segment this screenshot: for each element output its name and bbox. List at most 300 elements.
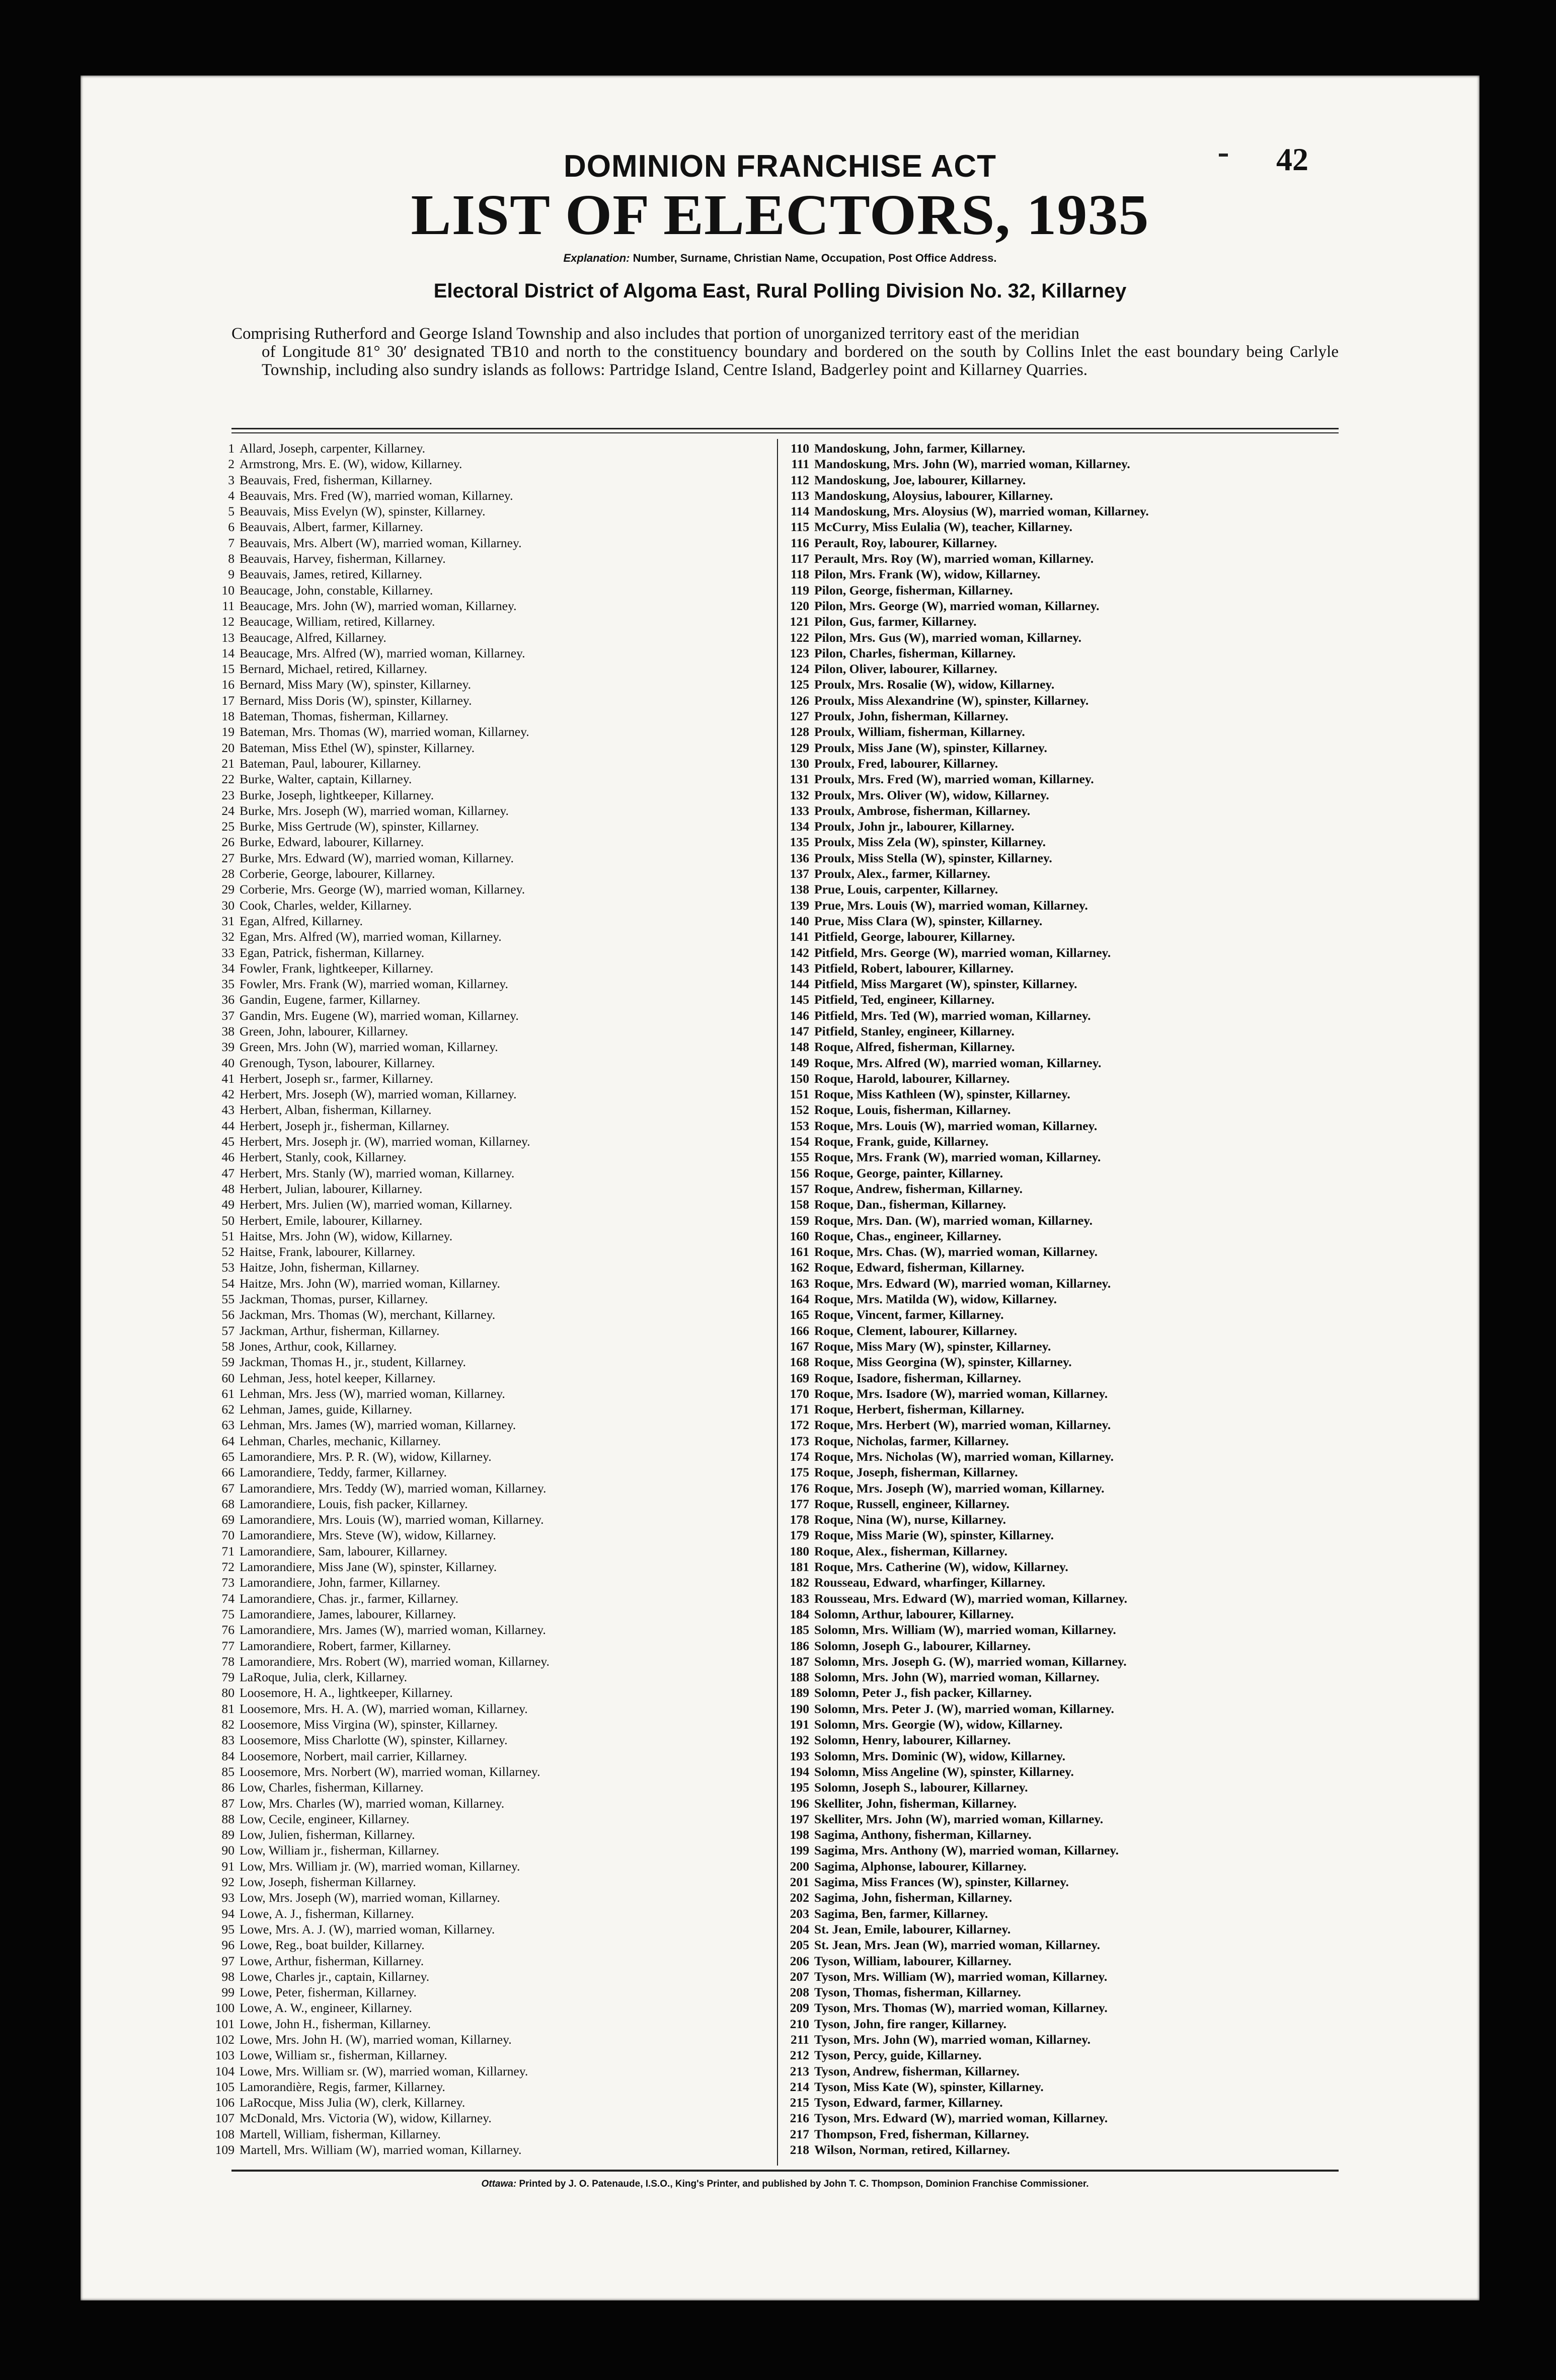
elector-entry [201, 1622, 820, 1638]
elector-entry [765, 960, 1399, 976]
elector-number: 3 [228, 472, 235, 487]
elector-entry [765, 2047, 1399, 2063]
elector-number: 173 [790, 1433, 809, 1448]
elector-details: Loosemore, Mrs. H. A. (W), married woman, Killarney. [240, 1701, 528, 1716]
elector-details: Beaucage, William, retired, Killarney. [240, 614, 435, 629]
elector-details: Low, Joseph, fisherman Killarney. [240, 1875, 416, 1890]
elector-details: Loosemore, Miss Virgina (W), spinster, Killarney. [240, 1717, 498, 1732]
elector-number: 180 [790, 1543, 809, 1558]
elector-entry [765, 1811, 1399, 1827]
elector-entry [765, 1890, 1399, 1905]
elector-number: 102 [215, 2032, 235, 2047]
elector-details: Sagima, Ben, farmer, Killarney. [814, 1906, 988, 1921]
elector-details: Low, Julien, fisherman, Killarney. [240, 1827, 415, 1842]
elector-number: 37 [221, 1008, 235, 1023]
elector-entry [765, 850, 1399, 866]
elector-number: 41 [221, 1071, 235, 1086]
elector-number: 103 [215, 2048, 235, 2063]
elector-details: Proulx, Miss Jane (W), spinster, Killarney. [814, 740, 1047, 755]
elector-number: 120 [790, 598, 809, 613]
elector-details: Roque, Alex., fisherman, Killarney. [814, 1543, 1007, 1558]
elector-entry [765, 1480, 1399, 1496]
elector-number: 91 [221, 1858, 235, 1874]
elector-entry [201, 1386, 820, 1401]
elector-number: 68 [221, 1496, 235, 1511]
elector-number: 122 [790, 630, 809, 645]
elector-number: 159 [790, 1213, 809, 1228]
elector-number: 162 [790, 1260, 809, 1275]
elector-details: Beauvais, Miss Evelyn (W), spinster, Killarney. [240, 504, 486, 519]
explanation-label: Explanation: [563, 252, 630, 264]
elector-entry [201, 1890, 820, 1905]
elector-entry [201, 1023, 820, 1039]
elector-number: 189 [790, 1685, 809, 1700]
elector-details: Beaucage, Alfred, Killarney. [240, 630, 386, 645]
elector-number: 56 [221, 1307, 235, 1322]
elector-entry [765, 913, 1399, 929]
elector-entry [765, 1685, 1399, 1700]
elector-entry [765, 1291, 1399, 1307]
elector-number: 42 [221, 1087, 235, 1102]
elector-entry [765, 1149, 1399, 1165]
elector-details: Lamorandiere, Mrs. Steve (W), widow, Killarney. [240, 1528, 496, 1543]
elector-number: 137 [790, 866, 809, 881]
elector-details: St. Jean, Emile, labourer, Killarney. [814, 1921, 1011, 1937]
elector-number: 146 [790, 1008, 809, 1023]
elector-entry [765, 1858, 1399, 1874]
elector-entry [201, 913, 820, 929]
elector-details: Sagima, Miss Frances (W), spinster, Killarney. [814, 1875, 1069, 1890]
elector-details: Pilon, Mrs. Frank (W), widow, Killarney. [814, 567, 1041, 582]
elector-entry [201, 1701, 820, 1717]
elector-entry [201, 630, 820, 645]
elector-number: 55 [221, 1292, 235, 1307]
elector-details: Roque, Mrs. Chas. (W), married woman, Killarney. [814, 1244, 1098, 1259]
elector-details: Burke, Joseph, lightkeeper, Killarney. [240, 787, 434, 802]
elector-details: Martell, Mrs. William (W), married woman, Killarney. [240, 2142, 522, 2158]
elector-number: 66 [221, 1465, 235, 1480]
elector-number: 139 [790, 898, 809, 913]
elector-entry [765, 1701, 1399, 1717]
elector-entry [765, 677, 1399, 692]
elector-details: LaRocque, Miss Julia (W), clerk, Killarney. [240, 2095, 465, 2110]
elector-details: Rousseau, Edward, wharfinger, Killarney. [814, 1575, 1046, 1590]
elector-number: 178 [790, 1512, 809, 1527]
elector-number: 25 [221, 819, 235, 834]
elector-details: Solomn, Mrs. Dominic (W), widow, Killarney. [814, 1748, 1066, 1763]
elector-number: 32 [221, 929, 235, 944]
elector-details: Prue, Louis, carpenter, Killarney. [814, 882, 998, 897]
elector-entry [201, 1575, 820, 1590]
elector-details: Pilon, Mrs. Gus (W), married woman, Killarney. [814, 630, 1082, 645]
elector-number: 218 [790, 2142, 809, 2158]
elector-details: Proulx, John jr., labourer, Killarney. [814, 819, 1015, 834]
elector-number: 181 [790, 1559, 809, 1575]
elector-number: 80 [221, 1685, 235, 1700]
elector-details: Roque, Miss Mary (W), spinster, Killarney. [814, 1338, 1051, 1354]
elector-details: Solomn, Joseph G., labourer, Killarney. [814, 1638, 1031, 1653]
elector-entry [765, 1969, 1399, 1984]
elector-details: Lowe, William sr., fisherman, Killarney. [240, 2048, 447, 2063]
elector-number: 130 [790, 756, 809, 771]
elector-entry [201, 1748, 820, 1764]
elector-details: Beauvais, Fred, fisherman, Killarney. [240, 472, 432, 487]
elector-number: 69 [221, 1512, 235, 1527]
elector-number: 186 [790, 1638, 809, 1653]
elector-entry [765, 503, 1399, 519]
elector-number: 44 [221, 1118, 235, 1133]
elector-details: Fowler, Mrs. Frank (W), married woman, Killarney. [240, 977, 508, 992]
elector-entry [201, 1969, 820, 1984]
elector-details: Prue, Mrs. Louis (W), married woman, Killarney. [814, 898, 1088, 913]
elector-entry [765, 992, 1399, 1007]
elector-entry [201, 2110, 820, 2126]
elector-number: 81 [221, 1701, 235, 1716]
elector-number: 113 [791, 488, 809, 503]
elector-details: Proulx, Ambrose, fisherman, Killarney. [814, 803, 1031, 818]
elector-details: Pitfield, Stanley, engineer, Killarney. [814, 1023, 1015, 1038]
elector-details: Lowe, Mrs. A. J. (W), married woman, Killarney. [240, 1921, 495, 1937]
elector-details: Proulx, Mrs. Fred (W), married woman, Killarney. [814, 772, 1094, 787]
elector-number: 6 [228, 519, 235, 535]
list-title: LIST OF ELECTORS, 1935 [411, 183, 1149, 247]
elector-number: 87 [221, 1796, 235, 1811]
elector-entry [765, 1433, 1399, 1449]
elector-number: 207 [790, 1969, 809, 1984]
elector-number: 168 [790, 1355, 809, 1370]
elector-details: Solomn, Mrs. William (W), married woman, Killarney. [814, 1622, 1116, 1638]
elector-details: Prue, Miss Clara (W), spinster, Killarney. [814, 913, 1043, 928]
elector-number: 14 [221, 645, 235, 660]
elector-number: 126 [790, 693, 809, 708]
elector-entry [765, 803, 1399, 819]
elector-entry [201, 1779, 820, 1795]
elector-number: 84 [221, 1748, 235, 1763]
elector-details: Beaucage, Mrs. Alfred (W), married woman, Killarney. [240, 645, 525, 660]
elector-entry [765, 1622, 1399, 1638]
elector-number: 90 [221, 1843, 235, 1858]
elector-number: 128 [790, 724, 809, 739]
elector-details: Pilon, Gus, farmer, Killarney. [814, 614, 977, 629]
elector-number: 111 [791, 457, 809, 472]
elector-details: Low, Charles, fisherman, Killarney. [240, 1780, 424, 1795]
elector-entry [765, 1527, 1399, 1543]
elector-number: 45 [221, 1134, 235, 1149]
elector-number: 192 [790, 1733, 809, 1748]
elector-entry [201, 1228, 820, 1244]
elector-details: Martell, William, fisherman, Killarney. [240, 2126, 441, 2141]
elector-entry [201, 1937, 820, 1953]
elector-number: 148 [790, 1039, 809, 1055]
elector-number: 21 [221, 756, 235, 771]
elector-details: Roque, Mrs. Joseph (W), married woman, Killarney. [814, 1480, 1105, 1496]
elector-entry [765, 1496, 1399, 1512]
elector-details: Roque, Mrs. Frank (W), married woman, Killarney. [814, 1150, 1101, 1165]
elector-details: Herbert, Alban, fisherman, Killarney. [240, 1102, 432, 1118]
elector-details: Loosemore, Norbert, mail carrier, Killarney. [240, 1748, 468, 1763]
elector-number: 70 [221, 1528, 235, 1543]
elector-number: 121 [790, 614, 809, 629]
elector-details: McDonald, Mrs. Victoria (W), widow, Killarney. [240, 2111, 492, 2126]
elector-details: Jackman, Thomas H., jr., student, Killarney. [240, 1355, 466, 1370]
elector-entry [765, 1953, 1399, 1969]
elector-details: Gandin, Mrs. Eugene (W), married woman, Killarney. [240, 1008, 519, 1023]
elector-entry [765, 2032, 1399, 2047]
elector-details: Grenough, Tyson, labourer, Killarney. [240, 1055, 435, 1070]
elector-details: Beaucage, Mrs. John (W), married woman, Killarney. [240, 598, 517, 613]
elector-details: Beaucage, John, constable, Killarney. [240, 582, 433, 598]
elector-details: Proulx, Miss Stella (W), spinster, Killarney. [814, 850, 1052, 865]
elector-entry [201, 708, 820, 724]
footer-label: Ottawa: [481, 2179, 517, 2189]
elector-number: 163 [790, 1276, 809, 1291]
explanation-line [81, 252, 1480, 265]
elector-entry [765, 2000, 1399, 2016]
elector-details: Solomn, Mrs. Georgie (W), widow, Killarney. [814, 1717, 1063, 1732]
elector-details: Roque, Herbert, fisherman, Killarney. [814, 1402, 1025, 1417]
elector-details: Herbert, Stanly, cook, Killarney. [240, 1150, 407, 1165]
elector-entry [765, 1669, 1399, 1685]
elector-details: Jones, Arthur, cook, Killarney. [240, 1338, 397, 1354]
elector-entry [201, 1417, 820, 1433]
elector-number: 133 [790, 803, 809, 818]
elector-number: 24 [221, 803, 235, 818]
elector-entry [201, 1858, 820, 1874]
elector-number: 100 [215, 2000, 235, 2016]
elector-number: 208 [790, 1985, 809, 2000]
elector-entry [765, 1071, 1399, 1086]
elector-entry [765, 1370, 1399, 1386]
elector-number: 30 [221, 898, 235, 913]
elector-number: 49 [221, 1197, 235, 1212]
elector-details: Cook, Charles, welder, Killarney. [240, 898, 412, 913]
elector-details: Lamorandiere, John, farmer, Killarney. [240, 1575, 440, 1590]
elector-details: Sagima, John, fisherman, Killarney. [814, 1890, 1013, 1905]
elector-number: 43 [221, 1102, 235, 1118]
elector-details: Lamorandiere, James, labourer, Killarney. [240, 1606, 456, 1621]
elector-details: Lamorandiere, Mrs. Robert (W), married woman, Killarney. [240, 1654, 550, 1669]
elector-number: 85 [221, 1764, 235, 1779]
elector-details: Lamorandiere, Louis, fish packer, Killarney. [240, 1496, 468, 1511]
elector-number: 101 [215, 2016, 235, 2031]
elector-details: Solomn, Arthur, labourer, Killarney. [814, 1606, 1014, 1621]
elector-number: 171 [790, 1402, 809, 1417]
elector-entry [765, 630, 1399, 645]
elector-details: Solomn, Mrs. Peter J. (W), married woman, Killarney. [814, 1701, 1114, 1716]
elector-entry [201, 2095, 820, 2110]
description-first-line: Comprising Rutherford and George Island Township and also includes that portion of unorganized territory east of the meridian [231, 325, 1079, 343]
elector-number: 74 [221, 1591, 235, 1606]
elector-entry [765, 819, 1399, 834]
elector-number: 62 [221, 1402, 235, 1417]
elector-number: 140 [790, 913, 809, 928]
elector-entry [765, 1543, 1399, 1559]
elector-details: St. Jean, Mrs. Jean (W), married woman, Killarney. [814, 1938, 1100, 1953]
elector-number: 17 [221, 693, 235, 708]
elector-entry [765, 1606, 1399, 1622]
elector-number: 20 [221, 740, 235, 755]
elector-details: Lowe, A. W., engineer, Killarney. [240, 2000, 412, 2016]
elector-number: 93 [221, 1890, 235, 1905]
elector-entry [201, 472, 820, 488]
elector-entry [201, 519, 820, 535]
elector-entry [201, 1796, 820, 1811]
elector-entry [765, 614, 1399, 629]
elector-entry [201, 677, 820, 692]
elector-number: 213 [790, 2063, 809, 2078]
elector-number: 97 [221, 1953, 235, 1968]
elector-details: Roque, Frank, guide, Killarney. [814, 1134, 989, 1149]
elector-entry [201, 456, 820, 472]
elector-entry [201, 1685, 820, 1700]
elector-number: 105 [215, 2079, 235, 2094]
elector-entry [201, 1827, 820, 1842]
elector-entry [201, 2063, 820, 2079]
elector-entry [201, 756, 820, 771]
elector-entry [765, 519, 1399, 535]
elector-entry [201, 1134, 820, 1149]
elector-number: 217 [790, 2126, 809, 2141]
elector-entry [765, 661, 1399, 677]
elector-number: 38 [221, 1023, 235, 1038]
elector-entry [765, 2110, 1399, 2126]
elector-number: 71 [221, 1543, 235, 1558]
elector-details: Lamorandière, Regis, farmer, Killarney. [240, 2079, 445, 2094]
elector-entry [765, 1827, 1399, 1842]
elector-details: McCurry, Miss Eulalia (W), teacher, Killarney. [814, 519, 1072, 535]
elector-details: Solomn, Henry, labourer, Killarney. [814, 1733, 1011, 1748]
elector-entry [765, 1748, 1399, 1764]
elector-entry [201, 1338, 820, 1354]
elector-number: 27 [221, 850, 235, 865]
elector-number: 158 [790, 1197, 809, 1212]
elector-entry [765, 1213, 1399, 1228]
elector-entry [201, 1906, 820, 1921]
elector-entry [201, 866, 820, 881]
elector-details: Mandoskung, Mrs. Aloysius (W), married woman, Killarney. [814, 504, 1149, 519]
elector-number: 184 [790, 1606, 809, 1621]
explanation-text: Number, Surname, Christian Name, Occupation, Post Office Address. [633, 252, 997, 264]
elector-details: Lehman, James, guide, Killarney. [240, 1402, 413, 1417]
elector-details: Pitfield, Robert, labourer, Killarney. [814, 960, 1014, 976]
elector-entry [765, 1307, 1399, 1322]
elector-details: Haitse, Mrs. John (W), widow, Killarney. [240, 1228, 453, 1243]
elector-details: Lowe, Charles jr., captain, Killarney. [240, 1969, 430, 1984]
elector-number: 190 [790, 1701, 809, 1716]
elector-number: 144 [790, 977, 809, 992]
elector-number: 10 [221, 582, 235, 598]
elector-number: 193 [790, 1748, 809, 1763]
elector-entry [201, 693, 820, 708]
elector-number: 48 [221, 1181, 235, 1196]
elector-entry [201, 834, 820, 850]
elector-details: Low, Mrs. Joseph (W), married woman, Killarney. [240, 1890, 500, 1905]
elector-details: Perault, Mrs. Roy (W), married woman, Killarney. [814, 551, 1094, 566]
elector-details: Pitfield, Miss Margaret (W), spinster, Killarney. [814, 977, 1077, 992]
elector-details: Corberie, George, labourer, Killarney. [240, 866, 435, 881]
elector-details: Beauvais, James, retired, Killarney. [240, 567, 422, 582]
elector-details: Haitze, John, fisherman, Killarney. [240, 1260, 420, 1275]
elector-number: 13 [221, 630, 235, 645]
elector-number: 191 [790, 1717, 809, 1732]
elector-entry [201, 661, 820, 677]
elector-number: 4 [228, 488, 235, 503]
elector-entry [201, 1842, 820, 1858]
elector-number: 9 [228, 567, 235, 582]
elector-entry [201, 1921, 820, 1937]
elector-entry [201, 1307, 820, 1322]
elector-entry [201, 960, 820, 976]
elector-details: Bernard, Miss Mary (W), spinster, Killarney. [240, 677, 472, 692]
elector-entry [201, 1370, 820, 1386]
elector-entry [765, 598, 1399, 614]
elector-entry [765, 1796, 1399, 1811]
elector-number: 58 [221, 1338, 235, 1354]
elector-details: Roque, Mrs. Herbert (W), married woman, Killarney. [814, 1418, 1111, 1433]
elector-details: Tyson, Andrew, fisherman, Killarney. [814, 2063, 1020, 2078]
elector-number: 99 [221, 1985, 235, 2000]
elector-number: 205 [790, 1938, 809, 1953]
elector-details: Roque, Mrs. Dan. (W), married woman, Killarney. [814, 1213, 1093, 1228]
elector-details: Corberie, Mrs. George (W), married woman, Killarney. [240, 882, 525, 897]
elector-number: 185 [790, 1622, 809, 1638]
elector-details: Egan, Alfred, Killarney. [240, 913, 363, 928]
elector-details: Roque, Dan., fisherman, Killarney. [814, 1197, 1006, 1212]
elector-number: 39 [221, 1039, 235, 1055]
elector-number: 215 [790, 2095, 809, 2110]
elector-entry [765, 866, 1399, 881]
elector-number: 142 [790, 945, 809, 960]
elector-number: 23 [221, 787, 235, 802]
elector-entry [765, 1338, 1399, 1354]
elector-entry [201, 582, 820, 598]
elector-details: Roque, Mrs. Nicholas (W), married woman, Killarney. [814, 1449, 1114, 1464]
document-header [81, 148, 1480, 303]
elector-details: Tyson, Thomas, fisherman, Killarney. [814, 1985, 1021, 2000]
elector-entry [201, 2032, 820, 2047]
elector-number: 135 [790, 835, 809, 850]
elector-entry [201, 1291, 820, 1307]
elector-number: 7 [228, 535, 235, 550]
elector-number: 210 [790, 2016, 809, 2031]
elector-number: 1 [228, 441, 235, 456]
elector-details: Solomn, Joseph S., labourer, Killarney. [814, 1780, 1028, 1795]
elector-number: 153 [790, 1118, 809, 1133]
elector-details: Roque, Edward, fisherman, Killarney. [814, 1260, 1025, 1275]
district-title: Electoral District of Algoma East, Rural Polling Division No. 32, Killarney [433, 280, 1127, 302]
elector-number: 86 [221, 1780, 235, 1795]
elector-number: 131 [790, 772, 809, 787]
elector-number: 187 [790, 1654, 809, 1669]
elector-number: 60 [221, 1370, 235, 1385]
elector-details: Low, Mrs. Charles (W), married woman, Killarney. [240, 1796, 505, 1811]
elector-details: Sagima, Mrs. Anthony (W), married woman, Killarney. [814, 1843, 1119, 1858]
elector-details: Herbert, Joseph jr., fisherman, Killarney. [240, 1118, 449, 1133]
elector-number: 134 [790, 819, 809, 834]
elector-entry [765, 1874, 1399, 1890]
elector-number: 46 [221, 1150, 235, 1165]
elector-details: Skelliter, Mrs. John (W), married woman, Killarney. [814, 1811, 1104, 1826]
elector-entry [201, 945, 820, 960]
elector-details: Lamorandiere, Sam, labourer, Killarney. [240, 1543, 448, 1558]
elector-details: Thompson, Fred, fisherman, Killarney. [814, 2126, 1029, 2141]
elector-details: Bernard, Miss Doris (W), spinster, Killarney. [240, 693, 472, 708]
elector-number: 200 [790, 1858, 809, 1874]
elector-entry [201, 645, 820, 661]
elector-entry [201, 1071, 820, 1086]
elector-details: Pilon, Charles, fisherman, Killarney. [814, 645, 1016, 660]
elector-details: Pilon, Mrs. George (W), married woman, Killarney. [814, 598, 1100, 613]
